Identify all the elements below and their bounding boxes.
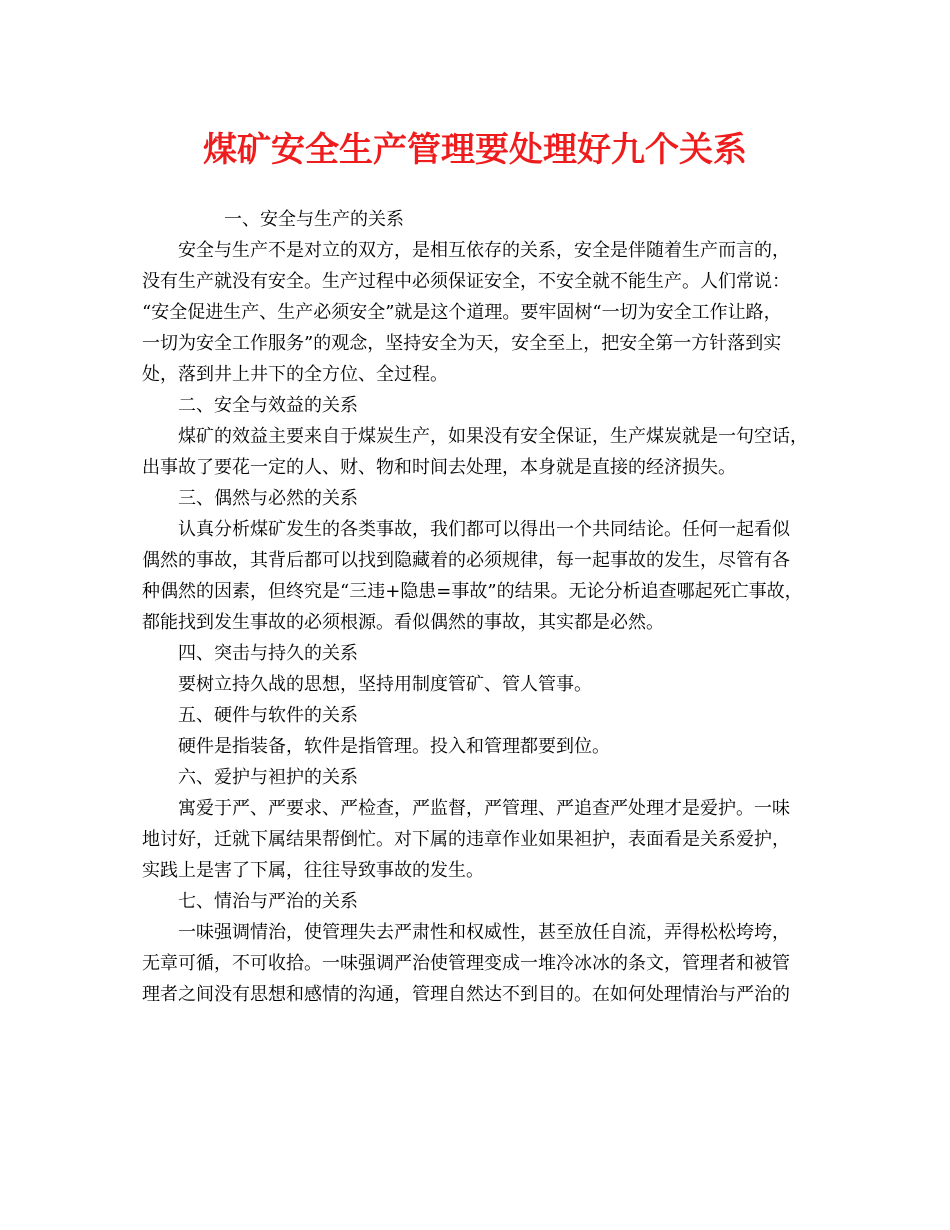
- paragraph-line: 理者之间没有思想和感情的沟通，管理自然达不到目的。在如何处理情治与严治的: [142, 984, 790, 1005]
- section-heading-1: 一、安全与生产的关系: [224, 209, 404, 230]
- section-heading-5: 五、硬件与软件的关系: [178, 705, 358, 726]
- paragraph-line: 种偶然的因素，但终究是“三违+隐患=事故”的结果。无论分析追查哪起死亡事故，: [142, 581, 803, 602]
- paragraph-line: 认真分析煤矿发生的各类事故，我们都可以得出一个共同结论。任何一起看似: [178, 519, 790, 540]
- section-heading-4: 四、突击与持久的关系: [178, 643, 358, 664]
- paragraph-line: 偶然的事故，其背后都可以找到隐藏着的必须规律，每一起事故的发生，尽管有各: [142, 550, 790, 571]
- paragraph-line: 地讨好，迁就下属结果帮倒忙。对下属的违章作业如果袒护，表面看是关系爱护，: [142, 829, 790, 850]
- section-heading-2: 二、安全与效益的关系: [178, 395, 358, 416]
- document-body: [142, 204, 812, 1010]
- section-heading-6: 六、爱护与袒护的关系: [178, 767, 358, 788]
- paragraph-line: “安全促进生产、生产必须安全”就是这个道理。要牢固树“一切为安全工作让路，: [142, 302, 782, 323]
- paragraph-line: 一味强调情治，使管理失去严肃性和权威性，甚至放任自流，弄得松松垮垮，: [178, 922, 790, 943]
- document-title: 煤矿安全生产管理要处理好九个关系: [203, 130, 747, 170]
- section-heading-7: 七、情治与严治的关系: [178, 891, 358, 912]
- paragraph-line: 没有生产就没有安全。生产过程中必须保证安全，不安全就不能生产。人们常说：: [142, 271, 790, 292]
- paragraph-line: 一切为安全工作服务”的观念，坚持安全为天，安全至上，把安全第一方针落到实: [142, 333, 782, 354]
- paragraph-line: 实践上是害了下属，往往导致事故的发生。: [142, 860, 484, 881]
- paragraph-line: 都能找到发生事故的必须根源。看似偶然的事故，其实都是必然。: [142, 612, 664, 633]
- paragraph-line: 寓爱于严、严要求、严检查，严监督，严管理、严追查严处理才是爱护。一味: [178, 798, 790, 819]
- section-heading-3: 三、偶然与必然的关系: [178, 488, 358, 509]
- paragraph-line: 要树立持久战的思想，坚持用制度管矿、管人管事。: [178, 674, 592, 695]
- paragraph-line: 安全与生产不是对立的双方，是相互依存的关系，安全是伴随着生产而言的，: [178, 240, 790, 261]
- paragraph-line: 煤矿的效益主要来自于煤炭生产，如果没有安全保证，生产煤炭就是一句空话，: [178, 426, 808, 447]
- paragraph-line: 硬件是指装备，软件是指管理。投入和管理都要到位。: [178, 736, 610, 757]
- paragraph-line: 无章可循，不可收拾。一味强调严治使管理变成一堆冷冰冰的条文，管理者和被管: [142, 953, 790, 974]
- paragraph-line: 出事故了要花一定的人、财、物和时间去处理，本身就是直接的经济损失。: [142, 457, 736, 478]
- paragraph-line: 处，落到井上井下的全方位、全过程。: [142, 364, 448, 385]
